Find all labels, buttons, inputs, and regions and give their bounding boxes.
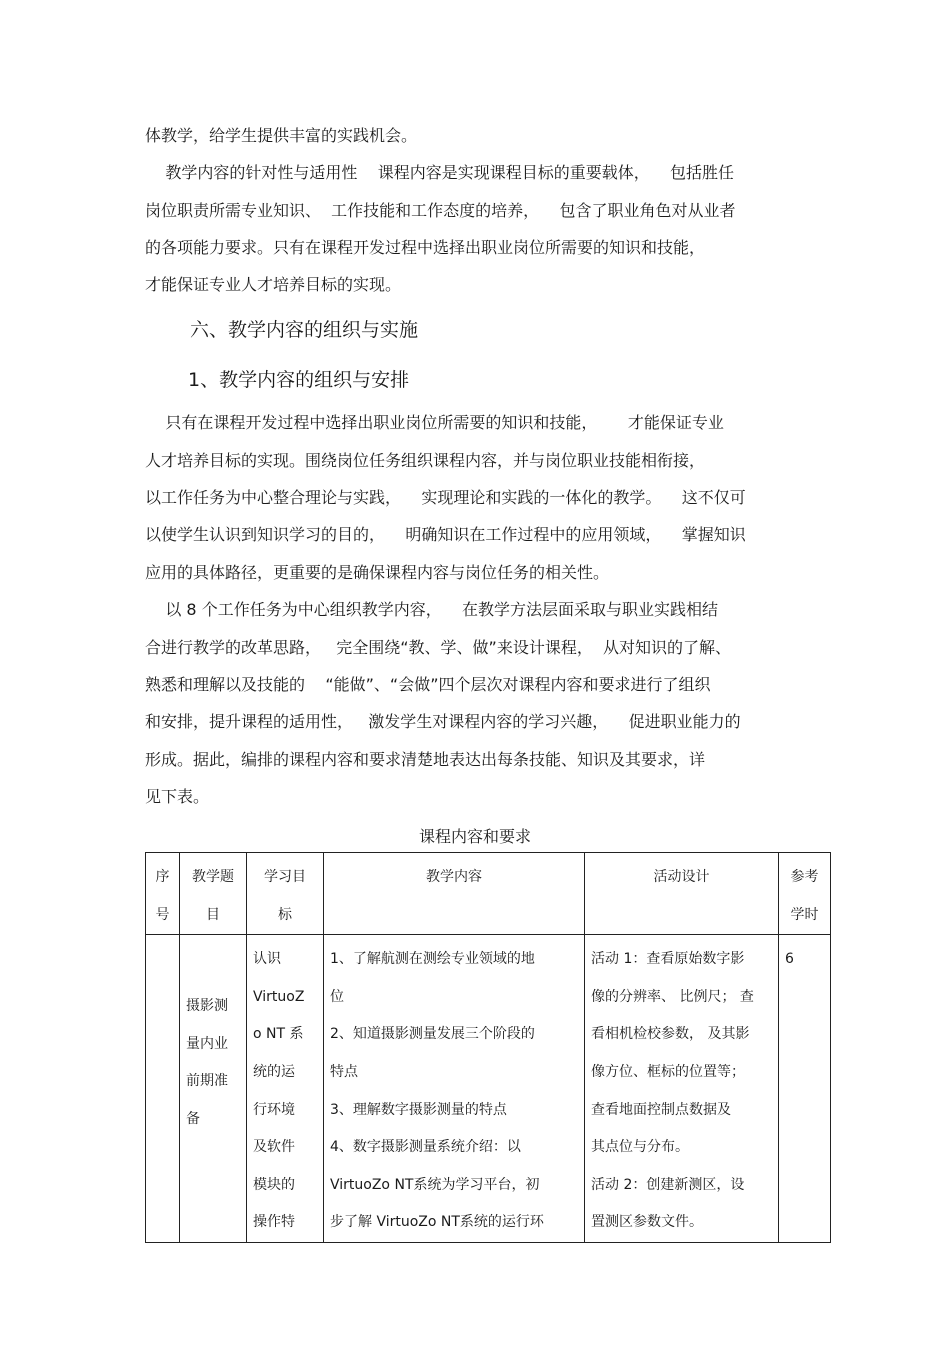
header-hours-line: 参考 (790, 869, 819, 885)
course-table (145, 852, 831, 1243)
header-seq (146, 853, 180, 935)
activity-line: 活动 1：查看原始数字影 (591, 951, 745, 968)
topic-line: 备 (186, 1110, 200, 1127)
header-seq-line: 号 (155, 906, 170, 923)
header-goal (247, 853, 324, 935)
content-line: 1、了解航测在测绘专业领域的地 (330, 951, 535, 968)
header-activity (585, 853, 779, 935)
body-line-9: 和安排，提升课程的适用性， 激发学生对课程内容的学习兴趣， 促进职业能力的 (145, 712, 741, 731)
paragraph-line-4: 的各项能力要求。只有在课程开发过程中选择出职业岗位所需要的知识和技能， (145, 238, 706, 257)
content-line: 特点 (330, 1063, 358, 1080)
table-caption: 课程内容和要求 (418, 827, 531, 846)
goal-line: VirtuoZ (253, 988, 305, 1005)
activity-line: 置测区参数文件。 (591, 1214, 703, 1231)
body-line-10: 形成。据此，编排的课程内容和要求清楚地表达出每条技能、知识及其要求，详 (145, 750, 706, 769)
body-line-4: 以使学生认识到知识学习的目的， 明确知识在工作过程中的应用领域， 掌握知识 (145, 525, 746, 544)
paragraph-line-5: 才能保证专业人才培养目标的实现。 (145, 275, 402, 294)
cell-goal (247, 935, 324, 1243)
header-content-line: 教学内容 (426, 869, 482, 885)
goal-line: 模块的 (253, 1176, 295, 1193)
content-line: 步了解 VirtuoZo NT系统的运行环 (330, 1214, 544, 1231)
header-hours-line: 学时 (790, 906, 819, 923)
activity-line: 活动 2：创建新测区，设 (591, 1176, 745, 1193)
paragraph-line-1: 体教学，给学生提供丰富的实践机会。 (145, 126, 418, 145)
cell-seq (146, 935, 180, 1243)
header-topic (180, 853, 247, 935)
activity-line: 其点位与分布。 (591, 1139, 689, 1156)
body-line-7: 合进行教学的改革思路， 完全围绕“教、学、做”来设计课程， 从对知识的了解、 (145, 638, 732, 657)
header-hours (779, 853, 831, 935)
table-row (146, 935, 831, 1243)
paragraph-line-2: 教学内容的针对性与适用性 课程内容是实现课程目标的重要载体， 包括胜任 (145, 163, 735, 182)
body-line-5: 应用的具体路径，更重要的是确保课程内容与岗位任务的相关性。 (145, 563, 610, 582)
header-content (324, 853, 585, 935)
header-topic-line: 教学题 (192, 869, 234, 885)
content-line: 2、知道摄影测量发展三个阶段的 (330, 1026, 535, 1043)
activity-line: 看相机检校参数， 及其影 (591, 1026, 750, 1043)
topic-line: 摄影测 (186, 998, 228, 1015)
body-line-1: 只有在课程开发过程中选择出职业岗位所需要的知识和技能， 才能保证专业 (145, 413, 724, 432)
body-line-8: 熟悉和理解以及技能的 “能做”、“会做”四个层次对课程内容和要求进行了组织 (145, 675, 711, 694)
header-seq-line: 序 (155, 869, 170, 885)
activity-line: 查看地面控制点数据及 (591, 1101, 731, 1118)
content-line: VirtuoZo NT系统为学习平台，初 (330, 1176, 540, 1193)
content-line: 3、理解数字摄影测量的特点 (330, 1101, 507, 1118)
header-goal-line: 学习目 (264, 869, 306, 885)
cell-topic (180, 935, 247, 1243)
cell-content (324, 935, 585, 1243)
activity-line: 像的分辨率、 比例尺； 查 (591, 988, 754, 1005)
body-line-11: 见下表。 (145, 787, 210, 806)
cell-activity (585, 935, 779, 1243)
header-activity-line: 活动设计 (653, 869, 710, 885)
goal-line: o NT 系 (253, 1026, 304, 1043)
body-line-2: 人才培养目标的实现。围绕岗位任务组织课程内容，并与岗位职业技能相衔接， (145, 451, 706, 470)
body-line-6: 以 8 个工作任务为中心组织教学内容， 在教学方法层面采取与职业实践相结 (145, 600, 719, 619)
topic-line: 前期准 (186, 1073, 228, 1090)
activity-line: 像方位、框标的位置等； (591, 1063, 745, 1080)
goal-line: 操作特 (253, 1214, 295, 1231)
goal-line: 统的运 (253, 1063, 295, 1080)
goal-line: 行环境 (253, 1101, 295, 1118)
table-header-row (146, 853, 831, 935)
topic-line: 量内业 (186, 1035, 228, 1052)
goal-line: 认识 (253, 951, 281, 968)
subsection-heading: 1、教学内容的组织与安排 (188, 369, 410, 391)
header-goal-line: 标 (278, 906, 292, 923)
goal-line: 及软件 (253, 1139, 295, 1156)
content-line: 4、数字摄影测量系统介绍：以 (330, 1139, 521, 1156)
body-line-3: 以工作任务为中心整合理论与实践， 实现理论和实践的一体化的教学。 这不仅可 (145, 488, 746, 507)
header-topic-line: 目 (206, 906, 220, 923)
hours-value: 6 (785, 951, 794, 968)
cell-hours (779, 935, 831, 1243)
paragraph-line-3: 岗位职责所需专业知识、 工作技能和工作态度的培养， 包含了职业角色对从业者 (145, 201, 736, 220)
content-line: 位 (330, 988, 344, 1005)
section-heading: 六、教学内容的组织与实施 (190, 319, 419, 341)
